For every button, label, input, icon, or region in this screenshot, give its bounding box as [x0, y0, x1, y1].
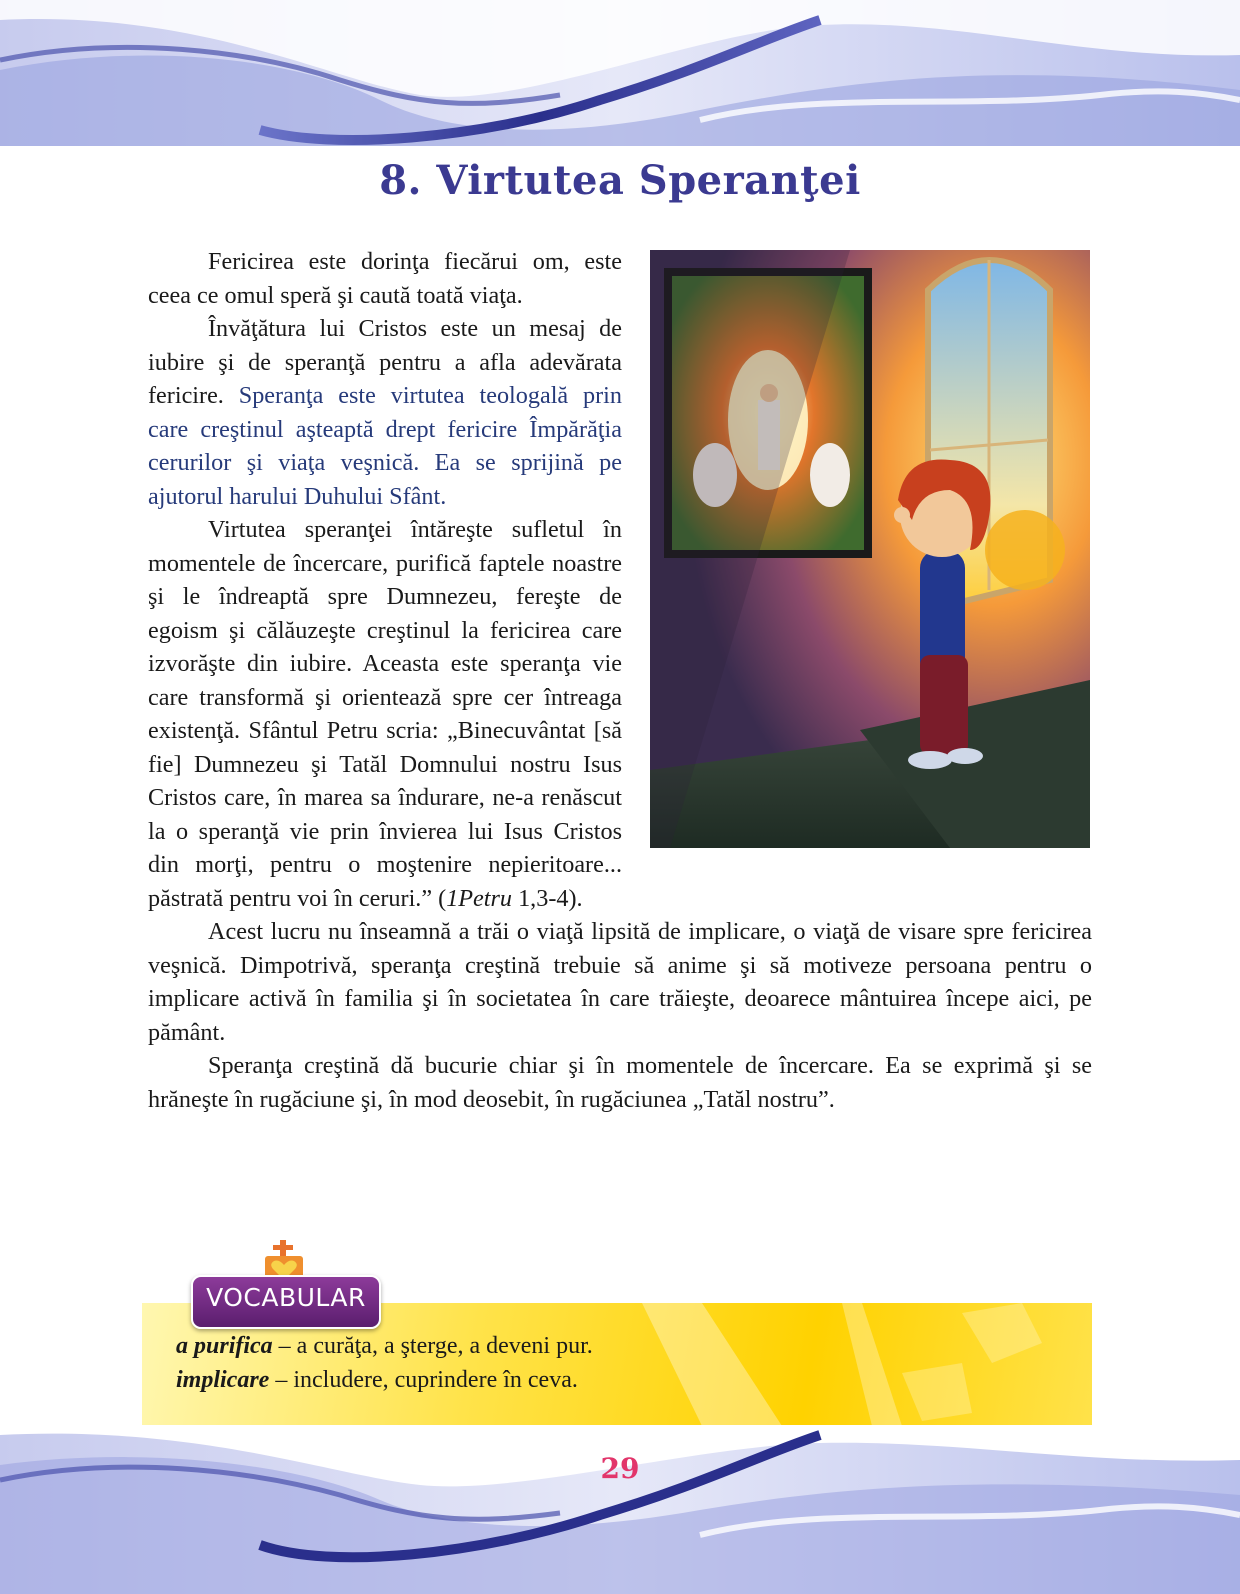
vocabulary-term: a purifica [176, 1333, 273, 1359]
vocabulary-badge-label: VOCABULAR [206, 1283, 366, 1312]
vocabulary-definition: – a curăţa, a şterge, a deveni pur. [272, 1333, 593, 1359]
header-wave-decoration [0, 0, 1240, 152]
body-text [148, 245, 1092, 1116]
paragraph-2-lead: Învăţătura lui Cristos este un mesaj de iubire şi de speranţă pentru a afla adevărata fericire. [148, 315, 622, 409]
vocabulary-item [176, 1363, 593, 1397]
bible-reference: 1Petru [446, 884, 513, 912]
paragraph-3-end: 1,3-4). [512, 884, 583, 912]
paragraph-3-text: Virtutea speranţei întăreşte sufletul în momentele de încercare, purifică faptele noastre şi le îndreaptă spre Dumnezeu, fereşte de egoism şi călăuzeşte creştinul la fericirea care izvorăşte din iubire. Aceasta este speranţa vie care transformă şi orientează spre cer întreaga existenţă. Sfântul Petru scria: „Binecuvântat [să fie] Dumnezeu şi Tatăl Domnului nostru Isus Cristos care, în marea sa îndurare, ne-a renăscut la o speranţă vie prin învierea lui Isus Cristos din morţi, pentru o moştenire nepieritoare... păstrată pentru voi în ceruri.” ( [148, 516, 622, 912]
paragraph-4: Acest lucru nu înseamnă a trăi o viaţă lipsită de implicare, o viaţă de visare spre fericirea veşnică. Dimpotrivă, speranţa creştină trebuie să anime şi să motiveze persoana pentru o implicare activă în familia şi în societatea în care trăieşte, deoarece mântuirea începe aici, pe pământ. [148, 918, 1092, 1046]
footer-wave-decoration [0, 1425, 1240, 1594]
paragraph-1: Fericirea este dorinţa fiecărui om, este ceea ce omul speră şi caută toată viaţa. [148, 248, 622, 309]
vocabulary-list [176, 1329, 593, 1397]
page-title: 8. Virtutea Speranţei [379, 157, 861, 204]
vocabulary-term: implicare [176, 1367, 270, 1393]
vocabulary-definition: – includere, cuprindere în ceva. [269, 1367, 578, 1393]
illustration-spacer [622, 245, 1092, 870]
paragraph-5: Speranţa creştină dă bucurie chiar şi în momentele de încercare. Ea se exprimă şi se hrăneşte în rugăciune şi, în mod deosebit, în rugăciunea „Tatăl nostru”. [148, 1052, 1092, 1113]
vocabulary-item [176, 1329, 593, 1363]
page-number: 29 [600, 1452, 640, 1485]
paragraph-2-definition: Speranţa este virtutea teologală prin care creştinul aşteaptă drept fericire Împărăţia cerurilor şi viaţa veşnică. Ea se sprijină pe ajutorul harului Duhului Sfânt. [148, 382, 622, 510]
vocabulary-badge [191, 1240, 381, 1328]
